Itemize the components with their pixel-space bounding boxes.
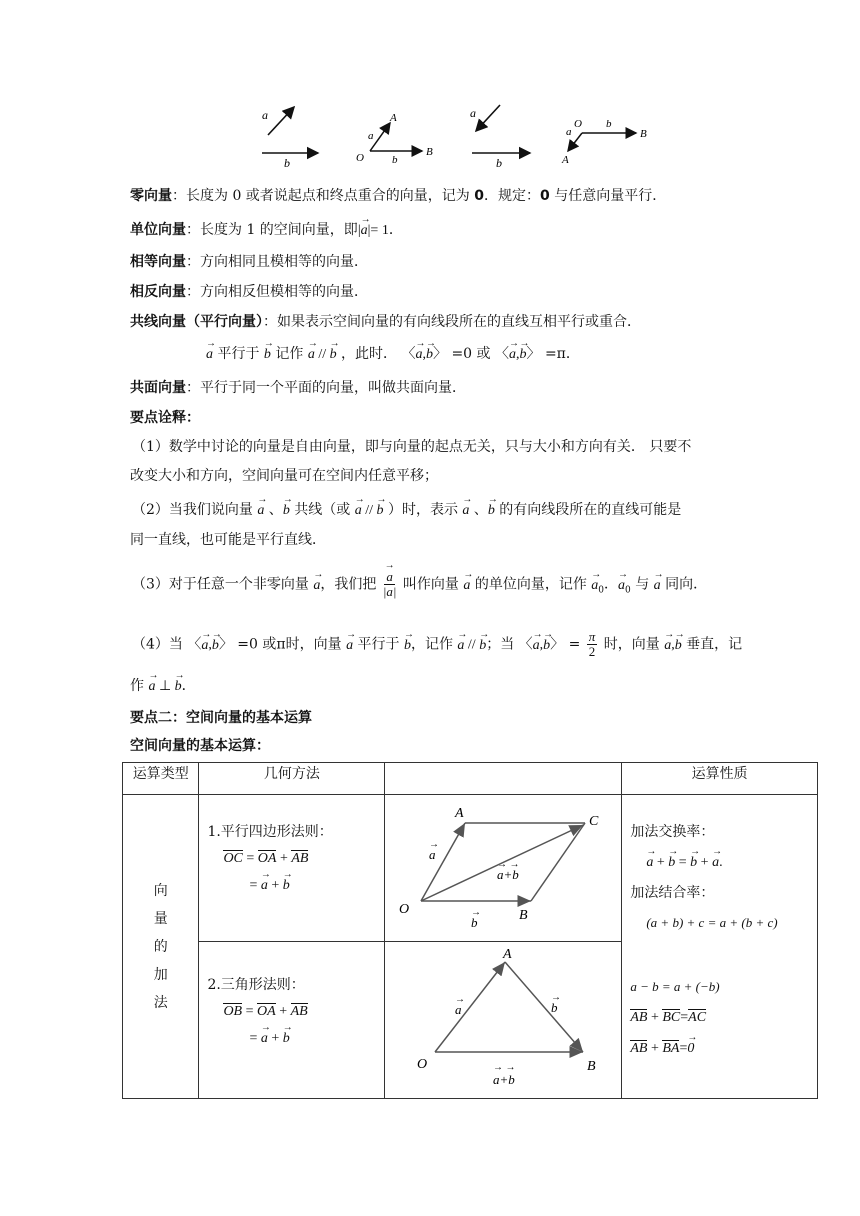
note-1-line-1: （1）数学中讨论的向量是自由向量，即与向量的起点无关，只与大小和方向有关． 只要不 (132, 439, 692, 455)
svg-text:→ →: → → (493, 1062, 516, 1073)
vector-relation-diagrams (250, 95, 670, 175)
svg-text:→: → (455, 994, 466, 1005)
svg-text:B: B (426, 146, 433, 158)
note-2-line-2: 同一直线，也可能是平行直线． (130, 532, 326, 548)
note-3: （3）对于任意一个非零向量 → a，我们把 → $\frac{a}{|a|}$ 叫作向量 → a 的单位向量，记作 → $a_0$．→ $a_0$ 与 → a 同向． (132, 570, 707, 600)
def-opposite-vector: 相反向量：方向相反但模相等的向量． (130, 284, 368, 300)
svg-text:O: O (399, 902, 410, 917)
diagram-o-origin-opposite (561, 118, 647, 166)
triangle-formula-2: = → a + → b (207, 1025, 376, 1052)
svg-text:B: B (587, 1059, 596, 1074)
svg-text:O: O (417, 1057, 428, 1072)
svg-text:b: b (606, 118, 612, 130)
svg-text:a: a (429, 847, 436, 862)
op-type-char: 的 (153, 938, 168, 955)
note-4-line-1: （4）当 〈→ a,→ b〉 =0 或π时，向量 → a 平行于 → b，记作 → a // → b；当 〈→ a,→ b〉 = $\frac{\pi}{2}$ 时，向量 → a,→ b 垂直，记 (132, 630, 742, 659)
parallelogram-rule-cell (199, 795, 385, 942)
triangle-diagram (385, 942, 621, 1094)
basic-ops-heading: 空间向量的基本运算： (130, 738, 270, 754)
svg-text:a+b: a+b (497, 867, 520, 882)
triangle-rule-cell (199, 942, 385, 1099)
op-type-cell (123, 795, 199, 1099)
op-type-char: 量 (153, 910, 168, 927)
svg-text:→: → (551, 992, 562, 1003)
triangle-diagram-cell (385, 942, 622, 1099)
table-row-parallelogram (123, 795, 818, 942)
parallelogram-formula-2: = → a + → b (207, 872, 376, 899)
svg-text:C: C (589, 814, 599, 829)
svg-text:a: a (262, 108, 268, 122)
parallelogram-formula-1: OC = OA + AB (223, 851, 309, 866)
note-2-line-1: （2）当我们说向量 → a 、→ b 共线（或 → a // → b ）时，表示 → a 、→ b 的有向线段所在的直线可能是 (132, 500, 681, 521)
parallelogram-diagram (385, 795, 621, 937)
def-unit-vector: 单位向量：长度为 1 的空间向量，即|→ a|= 1． (130, 220, 403, 241)
svg-text:A: A (562, 154, 569, 166)
table-header-row (123, 763, 818, 795)
diagram-o-origin-same (356, 112, 433, 166)
triangle-formula-1: OB = OA + AB (223, 1004, 308, 1019)
note-1-line-2: 改变大小和方向，空间向量可在空间内任意平移； (130, 468, 438, 484)
notes-heading: 要点诠释： (130, 410, 200, 426)
svg-text:b: b (392, 154, 398, 166)
svg-text:a: a (368, 130, 374, 142)
collinear-notation: → a 平行于 → b 记作 → a // → b ，此时． 〈→ a,→ b〉 =0 或 〈→ a,→ b〉 =π． (206, 344, 580, 365)
commutative-title: 加法交换率： (630, 824, 715, 840)
header-op-type: 运算类型 (123, 763, 199, 795)
unit-vector-fraction: → $\frac{a}{|a|}$ (383, 570, 397, 599)
svg-text:A: A (503, 947, 512, 962)
svg-text:A: A (390, 112, 397, 124)
header-geometry: 几何方法 (199, 763, 385, 795)
def-zero-vector: 零向量：长度为 0 或者说起点和终点重合的向量，记为 0．规定：0 与任意向量平行． (130, 188, 667, 204)
svg-text:a: a (455, 1002, 462, 1017)
associative-title: 加法结合率： (630, 885, 715, 901)
svg-text:→: → (471, 907, 482, 918)
note-4-line-2: 作 → a ⊥ → b． (130, 676, 196, 697)
svg-text:a+b: a+b (493, 1072, 516, 1087)
parallelogram-diagram-cell (385, 795, 622, 942)
svg-text:A: A (455, 806, 464, 821)
zero-sum-formula: AB + BA=→ 0 (630, 1033, 809, 1064)
point-2-heading: 要点二：空间向量的基本运算 (130, 710, 312, 726)
svg-text:b: b (284, 156, 290, 170)
header-properties: 运算性质 (622, 763, 818, 795)
op-type-char: 法 (153, 994, 168, 1011)
subtraction-formula: a − b = a + (−b) (630, 979, 720, 994)
chain-formula: AB + BC=AC (630, 1010, 707, 1025)
op-type-char: 向 (153, 882, 168, 899)
svg-text:B: B (640, 128, 647, 140)
vector-operations-table (122, 762, 818, 1099)
svg-text:B: B (519, 908, 528, 923)
pi-half-fraction: $\frac{\pi}{2}$ (588, 629, 596, 659)
properties-cell (622, 795, 818, 1099)
header-diagram (385, 763, 622, 795)
svg-text:b: b (496, 156, 502, 170)
def-collinear-vector: 共线向量（平行向量）：如果表示空间向量的有向线段所在的直线互相平行或重合． (130, 314, 641, 330)
commutative-formula: → a + → b = → b + → a. (630, 847, 809, 878)
svg-text:→: → (429, 839, 440, 850)
diagram-opposite-direction (470, 105, 530, 170)
svg-text:→ →: → → (497, 859, 520, 870)
diagram-same-direction (262, 107, 318, 170)
associative-formula: (a + b) + c = a + (b + c) (646, 915, 778, 930)
svg-text:a: a (470, 106, 476, 120)
triangle-title: 2.三角形法则： (207, 977, 305, 993)
def-coplanar-vector: 共面向量：平行于同一个平面的向量，叫做共面向量． (130, 380, 466, 396)
svg-text:a: a (566, 126, 572, 138)
op-type-char: 加 (153, 966, 168, 983)
svg-text:O: O (574, 118, 582, 130)
svg-text:b: b (471, 915, 478, 930)
def-equal-vector: 相等向量：方向相同且模相等的向量． (130, 254, 368, 270)
svg-text:b: b (551, 1000, 558, 1015)
parallelogram-title: 1.平行四边形法则： (207, 824, 333, 840)
svg-text:O: O (356, 152, 364, 164)
